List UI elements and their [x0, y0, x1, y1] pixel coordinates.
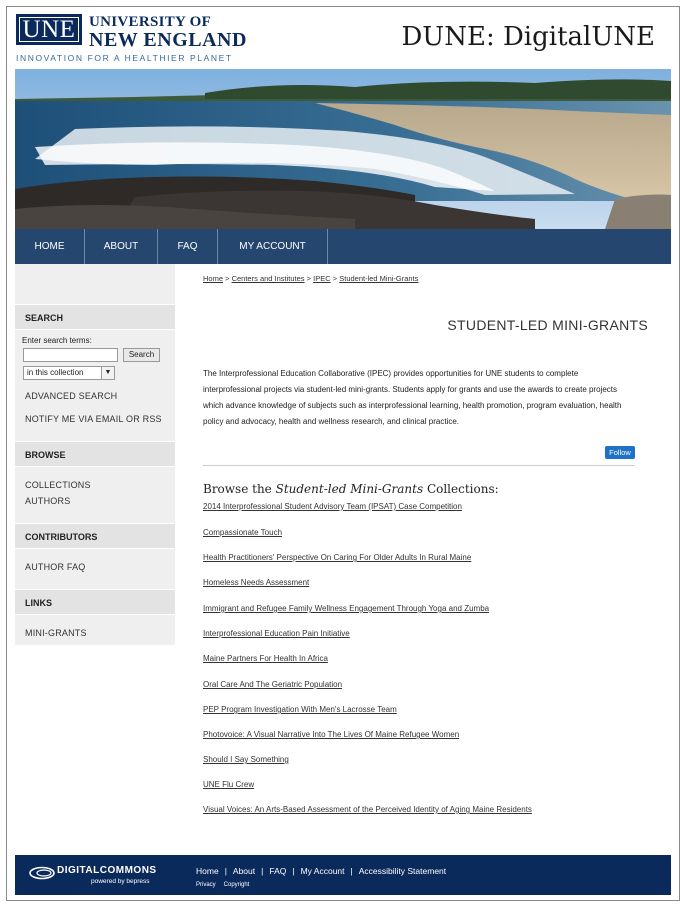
breadcrumb-centers[interactable]: Centers and Institutes — [231, 274, 305, 283]
search-scope-value: in this collection — [27, 368, 84, 377]
une-logo[interactable]: UNE — [16, 14, 82, 45]
collection-description: The Interprofessional Education Collaborative (IPEC) provides opportunities for UNE students to complete interprofessional projects via student-led mini-grants. Students apply for grants and use the awards to create projects which advance knowledge of subjects such as interprofessional learning, health promotion, program evaluation, health policy and advocacy, health and wellness research, and clinical practice. — [203, 369, 622, 426]
main-nav — [15, 229, 671, 264]
browse-heading-suffix: Collections: — [423, 482, 499, 496]
digital-commons-name: DIGITALCOMMONS — [57, 865, 157, 876]
collection-link[interactable]: Interprofessional Education Pain Initiative — [203, 629, 350, 638]
breadcrumb-ipec[interactable]: IPEC — [313, 274, 331, 283]
browse-heading-prefix: Browse the — [203, 482, 276, 496]
nav-about[interactable]: ABOUT — [85, 229, 158, 264]
sidebar-links-heading: LINKS — [15, 589, 175, 615]
sidebar — [15, 264, 175, 645]
chevron-down-icon[interactable]: ▼ — [101, 367, 114, 379]
advanced-search-link[interactable]: ADVANCED SEARCH — [25, 391, 118, 401]
sidebar-item-authors[interactable]: AUTHORS — [25, 496, 71, 506]
footer-separator: | — [350, 866, 353, 876]
collection-link[interactable]: Health Practitioners' Perspective On Caring For Older Adults In Rural Maine — [203, 553, 472, 562]
follow-button[interactable]: Follow — [605, 446, 635, 459]
sidebar-search-heading: SEARCH — [15, 304, 175, 330]
footer-separator: | — [224, 866, 227, 876]
page-frame — [6, 6, 680, 901]
page-title: STUDENT-LED MINI-GRANTS — [447, 317, 648, 333]
sidebar-contributors-heading: CONTRIBUTORS — [15, 523, 175, 549]
footer-link-privacy[interactable]: Privacy — [196, 882, 216, 888]
sidebar-item-collections[interactable]: COLLECTIONS — [25, 480, 91, 490]
collection-link[interactable]: Should I Say Something — [203, 755, 289, 764]
digital-commons-sub: powered by bepress — [91, 878, 150, 885]
collection-link[interactable]: Maine Partners For Health In Africa — [203, 654, 328, 663]
site-header — [7, 7, 679, 69]
sidebar-browse-heading: BROWSE — [15, 441, 175, 467]
university-name-line2: NEW ENGLAND — [89, 29, 247, 51]
breadcrumb-home[interactable]: Home — [203, 274, 224, 283]
nav-home[interactable]: HOME — [15, 229, 85, 264]
collection-link[interactable]: Visual Voices: An Arts-Based Assessment of the Perceived Identity of Aging Maine Residents — [203, 805, 532, 814]
breadcrumb — [203, 274, 418, 283]
collection-link[interactable]: 2014 Interprofessional Student Advisory Team (IPSAT) Case Competition — [203, 502, 462, 511]
notify-link[interactable]: NOTIFY ME VIA EMAIL OR RSS — [25, 414, 162, 424]
collection-link[interactable]: Photovoice: A Visual Narrative Into The Lives Of Maine Refugee Women — [203, 730, 460, 739]
browse-heading-italic: Student-led Mini-Grants — [275, 482, 424, 496]
footer-link-accessibility[interactable]: Accessibility Statement — [358, 866, 447, 876]
collection-link[interactable]: Immigrant and Refugee Family Wellness Engagement Through Yoga and Zumba — [203, 604, 490, 613]
site-footer — [15, 855, 671, 895]
sidebar-item-mini-grants[interactable]: MINI-GRANTS — [25, 628, 87, 638]
footer-link-copyright[interactable]: Copyright — [223, 882, 250, 888]
search-label: Enter search terms: — [22, 336, 92, 345]
sidebar-item-author-faq[interactable]: AUTHOR FAQ — [25, 562, 86, 572]
university-name[interactable] — [89, 15, 247, 50]
breadcrumb-separator: > — [306, 274, 312, 283]
search-input[interactable] — [23, 348, 118, 362]
divider — [203, 465, 635, 466]
banner-image — [15, 69, 671, 229]
collection-link[interactable]: Oral Care And The Geriatric Population — [203, 680, 343, 689]
collection-link[interactable]: Homeless Needs Assessment — [203, 578, 310, 587]
tagline: INNOVATION FOR A HEALTHIER PLANET — [16, 53, 233, 63]
digital-commons-swirl-icon — [29, 866, 55, 880]
collection-link[interactable]: PEP Program Investigation With Men's Lacrosse Team — [203, 705, 397, 714]
search-scope-select[interactable] — [23, 366, 115, 380]
nav-my-account[interactable]: MY ACCOUNT — [218, 229, 328, 264]
footer-link-home[interactable]: Home — [196, 866, 219, 876]
footer-link-faq[interactable]: FAQ — [269, 866, 287, 876]
footer-small-links — [196, 882, 257, 888]
footer-separator: | — [292, 866, 295, 876]
footer-link-about[interactable]: About — [232, 866, 256, 876]
university-name-line1: UNIVERSITY OF — [89, 14, 212, 30]
collection-link[interactable]: UNE Flu Crew — [203, 780, 255, 789]
browse-heading — [203, 482, 499, 496]
collection-link[interactable]: Compassionate Touch — [203, 528, 283, 537]
footer-links — [196, 866, 446, 876]
search-button[interactable]: Search — [123, 348, 160, 362]
breadcrumb-current[interactable]: Student-led Mini-Grants — [339, 274, 419, 283]
breadcrumb-separator: > — [225, 274, 230, 283]
nav-faq[interactable]: FAQ — [158, 229, 218, 264]
footer-separator: | — [261, 866, 264, 876]
site-title[interactable]: DUNE: DigitalUNE — [401, 22, 655, 52]
footer-link-my-account[interactable]: My Account — [300, 866, 345, 876]
breadcrumb-separator: > — [332, 274, 338, 283]
